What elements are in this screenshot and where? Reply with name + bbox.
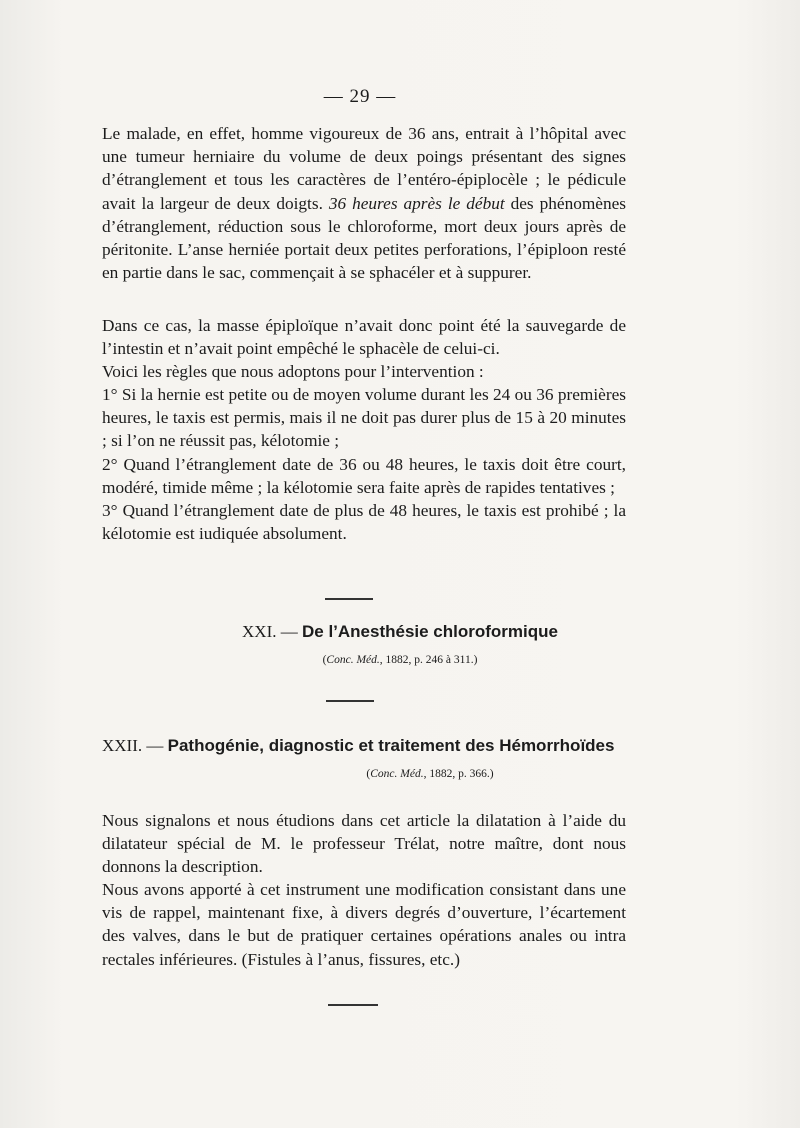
paragraph-rules-intro — [102, 360, 626, 383]
paragraph-text: Dans ce cas, la masse épiploïque n’avait donc point été la sauvegarde de l’intestin et n’avait point empêché le sphacèle de celui-ci. — [102, 316, 626, 359]
section-number: XXII. — — [102, 736, 164, 755]
paragraph-text: Nous avons apporté à cet instrument une modification consistant dans une vis de rappel, maintenant fixe, à divers degrés d’ouverture, l’écartement des valves, dans le but de pratiquer certaines opérations anales ou intra rectales inférieures. (Fistules à l’anus, fissures, etc.) — [102, 880, 626, 969]
reference-journal: Conc. Méd. — [326, 654, 380, 666]
page-number: — 29 — — [323, 86, 397, 107]
paragraph-text: Le malade, en effet, homme vigoureux de 36 ans, entrait à l’hôpital avec une tumeur herniaire du volume de deux poings présentant des signes d’étranglement et tous les caractères de l’entéro-épiplocèle ; le pédicule avait la largeur de deux doigts. — [102, 124, 626, 213]
section-divider — [328, 1004, 378, 1006]
section-divider — [325, 598, 373, 600]
section-title: De l’Anesthésie chloroformique — [301, 622, 558, 641]
paragraph-text: Nous signalons et nous étudions dans cet article la dilatation à l’aide du dilatateur spécial de M. le professeur Trélat, notre maître, dont nous donnons la description. — [102, 811, 626, 877]
section-reference: (Conc. Méd., 1882, p. 366.) — [366, 768, 494, 780]
reference-details: , 1882, p. 366.) — [423, 768, 494, 780]
paragraph-dilatation — [102, 809, 626, 879]
rules-list — [102, 383, 626, 545]
reference-details: , 1882, p. 246 à 311.) — [379, 654, 478, 666]
rule-item: 1° Si la hernie est petite ou de moyen volume durant les 24 ou 36 premières heures, le taxis est permis, mais il ne doit pas durer plus de 15 à 20 minutes ; si l’on ne réussit pas, kélotomie ; — [102, 385, 626, 451]
paragraph-case-report — [102, 122, 626, 284]
section-title: Pathogénie, diagnostic et traitement des Hémorrhoïdes — [167, 736, 615, 755]
paragraph-text-end: des phénomènes d’étranglement, réduction sous le chloroforme, mort deux jours après de péritonite. L’anse herniée portait deux petites perforations, l’épiploon resté en partie dans le sac, commençait à se sphacéler et à suppurer. — [102, 193, 626, 283]
paragraph-text: Voici les règles que nous adoptons pour l’intervention : — [102, 362, 484, 381]
paragraph-conclusion — [102, 314, 626, 360]
section-heading-xxi — [0, 622, 800, 642]
section-reference: (Conc. Méd., 1882, p. 246 à 311.) — [322, 654, 478, 666]
section-number: XXI. — — [242, 622, 298, 641]
reference-journal: Conc. Méd. — [370, 768, 424, 780]
section-divider — [326, 700, 374, 702]
emphasis-text: 36 heures après le début — [328, 193, 505, 213]
rule-item: 3° Quand l’étranglement date de plus de 48 heures, le taxis est prohibé ; la kélotomie est iudiquée absolument. — [102, 501, 626, 544]
rule-item: 2° Quand l’étranglement date de 36 ou 48 heures, le taxis doit être court, modéré, timide même ; la kélotomie sera faite après de rapides tentatives ; — [102, 454, 626, 497]
paragraph-modification — [102, 878, 626, 971]
section-heading-xxii — [102, 736, 642, 756]
